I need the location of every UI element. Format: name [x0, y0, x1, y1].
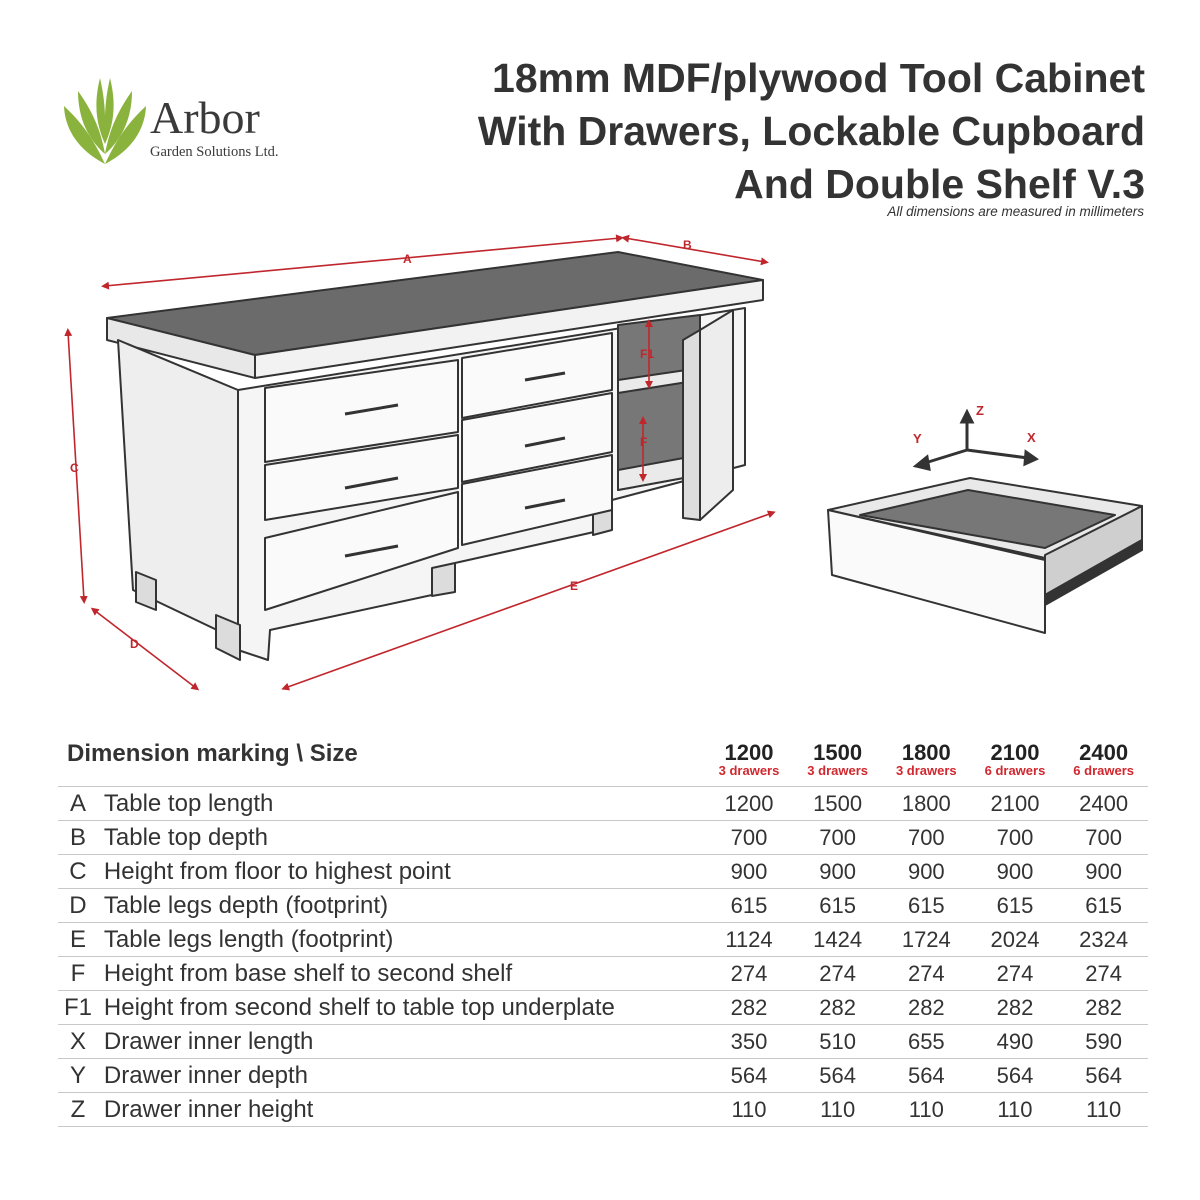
- dimension-value: 490: [971, 1025, 1060, 1059]
- axis-label-x: X: [1027, 430, 1036, 445]
- dimension-label: Table legs depth (footprint): [98, 889, 705, 923]
- page-title: [478, 52, 1145, 211]
- dimension-value: 110: [882, 1093, 971, 1127]
- dimension-label: Table legs length (footprint): [98, 923, 705, 957]
- dimension-value: 564: [793, 1059, 882, 1093]
- arbor-leaf-logo: [60, 76, 150, 166]
- dimension-value: 274: [882, 957, 971, 991]
- dimension-mark: F1: [58, 991, 98, 1025]
- dimension-value: 282: [793, 991, 882, 1025]
- axis-label-y: Y: [913, 431, 922, 446]
- dimension-value: 615: [971, 889, 1060, 923]
- title-line-2: With Drawers, Lockable Cupboard: [477, 108, 1145, 154]
- dim-label-f1: F1: [640, 347, 655, 361]
- table-row: [58, 855, 1148, 889]
- dimension-value: 350: [705, 1025, 794, 1059]
- dimension-mark: X: [58, 1025, 98, 1059]
- dimension-value: 900: [705, 855, 794, 889]
- dimension-value: 1200: [705, 787, 794, 821]
- dimension-mark: E: [58, 923, 98, 957]
- dimension-value: 1800: [882, 787, 971, 821]
- dimension-mark: A: [58, 787, 98, 821]
- dimension-value: 110: [705, 1093, 794, 1127]
- dimension-value: 700: [971, 821, 1060, 855]
- table-row: [58, 1059, 1148, 1093]
- table-header-label: Dimension marking \ Size: [58, 740, 705, 787]
- table-row: [58, 1025, 1148, 1059]
- dimension-mark: D: [58, 889, 98, 923]
- dimension-value: 564: [1059, 1059, 1148, 1093]
- size-header: 1200 3 drawers: [705, 740, 794, 787]
- dimension-value: 700: [705, 821, 794, 855]
- dimension-mark: B: [58, 821, 98, 855]
- table-row: [58, 1093, 1148, 1127]
- dimension-value: 282: [882, 991, 971, 1025]
- dimension-mark: Z: [58, 1093, 98, 1127]
- dimension-value: 1124: [705, 923, 794, 957]
- dim-label-f: F: [640, 435, 648, 449]
- dim-label-e: E: [570, 579, 579, 593]
- table-row: [58, 957, 1148, 991]
- dimension-value: 2100: [971, 787, 1060, 821]
- drawer-drawing: [828, 478, 1142, 633]
- dimension-value: 2324: [1059, 923, 1148, 957]
- dim-label-c: C: [70, 461, 79, 475]
- dim-label-a: A: [403, 252, 412, 266]
- dimension-value: 2400: [1059, 787, 1148, 821]
- dimension-label: Drawer inner depth: [98, 1059, 705, 1093]
- dimension-value: 900: [882, 855, 971, 889]
- dimension-label: Drawer inner height: [98, 1093, 705, 1127]
- brand-name: Arbor: [150, 92, 260, 143]
- dim-label-d: D: [130, 637, 139, 651]
- dimension-value: 700: [793, 821, 882, 855]
- dimension-value: 700: [1059, 821, 1148, 855]
- dimension-value: 282: [705, 991, 794, 1025]
- dimension-table: [58, 740, 1148, 1127]
- dimension-label: Table top length: [98, 787, 705, 821]
- dimension-value: 1500: [793, 787, 882, 821]
- dimension-label: Table top depth: [98, 821, 705, 855]
- brand-subtitle: Garden Solutions Ltd.: [150, 144, 279, 160]
- dimension-value: 274: [705, 957, 794, 991]
- dimension-value: 274: [1059, 957, 1148, 991]
- dimension-value: 110: [1059, 1093, 1148, 1127]
- size-header: 1800 3 drawers: [882, 740, 971, 787]
- dimension-value: 590: [1059, 1025, 1148, 1059]
- dimension-value: 110: [793, 1093, 882, 1127]
- dimension-value: 615: [793, 889, 882, 923]
- units-note: All dimensions are measured in millimeters: [887, 204, 1144, 219]
- size-header: 2400 6 drawers: [1059, 740, 1148, 787]
- dimension-value: 564: [971, 1059, 1060, 1093]
- dimension-label: Height from second shelf to table top underplate: [98, 991, 705, 1025]
- dimension-label: Height from floor to highest point: [98, 855, 705, 889]
- dimension-value: 274: [793, 957, 882, 991]
- dimension-value: 282: [971, 991, 1060, 1025]
- dimension-value: 900: [971, 855, 1060, 889]
- dimension-value: 615: [1059, 889, 1148, 923]
- size-header: 2100 6 drawers: [971, 740, 1060, 787]
- cabinet-diagram: [0, 225, 1200, 705]
- size-header: 1500 3 drawers: [793, 740, 882, 787]
- table-row: [58, 787, 1148, 821]
- table-header-row: [58, 740, 1148, 787]
- dimension-value: 2024: [971, 923, 1060, 957]
- dimension-value: 655: [882, 1025, 971, 1059]
- table-row: [58, 923, 1148, 957]
- dimension-mark: F: [58, 957, 98, 991]
- dimension-label: Height from base shelf to second shelf: [98, 957, 705, 991]
- axis-label-z: Z: [976, 403, 984, 418]
- table-row: [58, 821, 1148, 855]
- dimension-value: 700: [882, 821, 971, 855]
- title-line-3: And Double Shelf V.3: [734, 161, 1145, 207]
- dimension-value: 900: [1059, 855, 1148, 889]
- dim-label-b: B: [683, 238, 692, 252]
- dimension-mark: Y: [58, 1059, 98, 1093]
- dimension-value: 615: [705, 889, 794, 923]
- dimension-value: 900: [793, 855, 882, 889]
- cabinet-drawing: [107, 252, 940, 660]
- dimension-label: Drawer inner length: [98, 1025, 705, 1059]
- dimension-mark: C: [58, 855, 98, 889]
- dimension-value: 110: [971, 1093, 1060, 1127]
- dimension-value: 274: [971, 957, 1060, 991]
- dimension-value: 564: [705, 1059, 794, 1093]
- xyz-axes: [916, 412, 1036, 469]
- table-row: [58, 889, 1148, 923]
- dimension-value: 564: [882, 1059, 971, 1093]
- dimension-value: 1724: [882, 923, 971, 957]
- dimension-value: 282: [1059, 991, 1148, 1025]
- dimension-value: 1424: [793, 923, 882, 957]
- dimension-value: 615: [882, 889, 971, 923]
- table-row: [58, 991, 1148, 1025]
- title-line-1: 18mm MDF/plywood Tool Cabinet: [492, 55, 1145, 101]
- dimension-value: 510: [793, 1025, 882, 1059]
